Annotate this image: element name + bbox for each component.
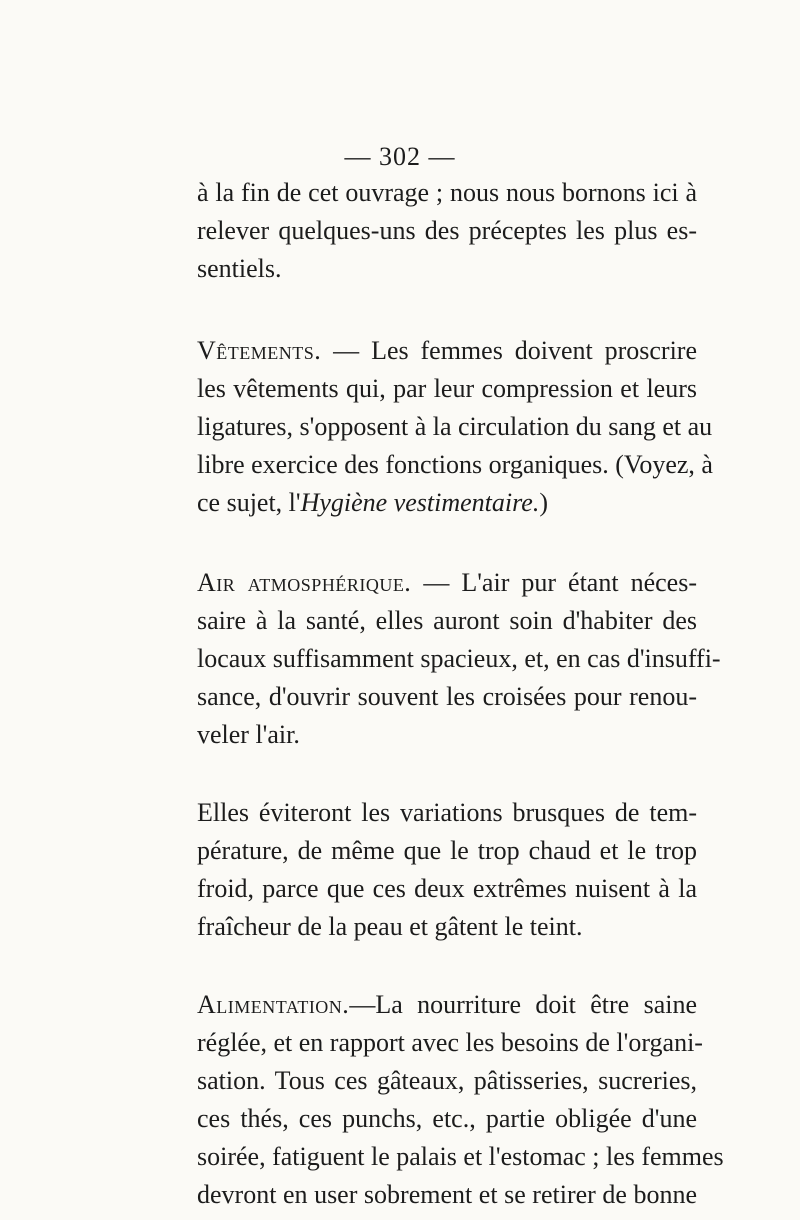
paragraph-vetements xyxy=(197,332,713,522)
text-line: sance, d'ouvrir souvent les croisées pour renou- xyxy=(197,682,697,711)
text-line: sentiels. xyxy=(197,254,282,283)
section-heading-alimentation: Alimentation. xyxy=(197,990,350,1019)
body-text xyxy=(197,174,724,1214)
heading-dash: — xyxy=(321,336,372,365)
text-line: soirée, fatiguent le palais et l'estomac ; les femmes xyxy=(197,1142,724,1171)
paragraph-air xyxy=(197,564,721,754)
text-line xyxy=(197,986,697,1024)
text-line: sation. Tous ces gâteaux, pâtisseries, sucreries, xyxy=(197,1066,697,1095)
text-fragment: Les femmes doivent proscrire xyxy=(371,336,697,365)
text-line: relever quelques-uns des préceptes les plus es- xyxy=(197,216,697,245)
text-fragment: ) xyxy=(539,488,548,517)
section-heading-vetements: Vêtements. xyxy=(197,336,322,365)
text-line: réglée, et en rapport avec les besoins de l'organi- xyxy=(197,1028,703,1057)
text-fragment: L'air pur étant néces- xyxy=(461,568,697,597)
text-line: devront en user sobrement et se retirer de bonne xyxy=(197,1180,697,1209)
text-fragment: ce sujet, l' xyxy=(197,488,301,517)
heading-dash: — xyxy=(349,990,376,1019)
text-line: ligatures, s'opposent à la circulation du sang et au xyxy=(197,412,713,441)
paragraph-alimentation xyxy=(197,986,724,1214)
text-line: libre exercice des fonctions organiques. (Voyez, à xyxy=(197,450,713,479)
text-line: les vêtements qui, par leur compression et leurs xyxy=(197,374,697,403)
text-line: saire à la santé, elles auront soin d'habiter des xyxy=(197,606,697,635)
text-line xyxy=(197,332,697,370)
heading-dash: — xyxy=(411,568,462,597)
text-fragment: La nourriture doit être saine xyxy=(375,990,697,1019)
text-line: ces thés, ces punchs, etc., partie obligée d'une xyxy=(197,1104,697,1133)
text-line xyxy=(197,564,697,602)
text-line xyxy=(197,484,697,522)
section-heading-air: Air atmosphérique. xyxy=(197,568,412,597)
text-line: veler l'air. xyxy=(197,720,300,749)
text-line: locaux suffisamment spacieux, et, en cas d'insuffi- xyxy=(197,644,721,673)
book-title-reference: Hygiène vestimentaire. xyxy=(300,488,540,517)
page-number: — 302 — xyxy=(344,142,456,171)
text-line: Elles éviteront les variations brusques de tem- xyxy=(197,798,697,827)
paragraph-temperature xyxy=(197,794,697,946)
text-line: pérature, de même que le trop chaud et le trop xyxy=(197,836,697,865)
paragraph-intro xyxy=(197,174,697,288)
text-line: à la fin de cet ouvrage ; nous nous bornons ici à xyxy=(197,178,697,207)
text-line: fraîcheur de la peau et gâtent le teint. xyxy=(197,912,583,941)
text-line: froid, parce que ces deux extrêmes nuisent à la xyxy=(197,874,697,903)
